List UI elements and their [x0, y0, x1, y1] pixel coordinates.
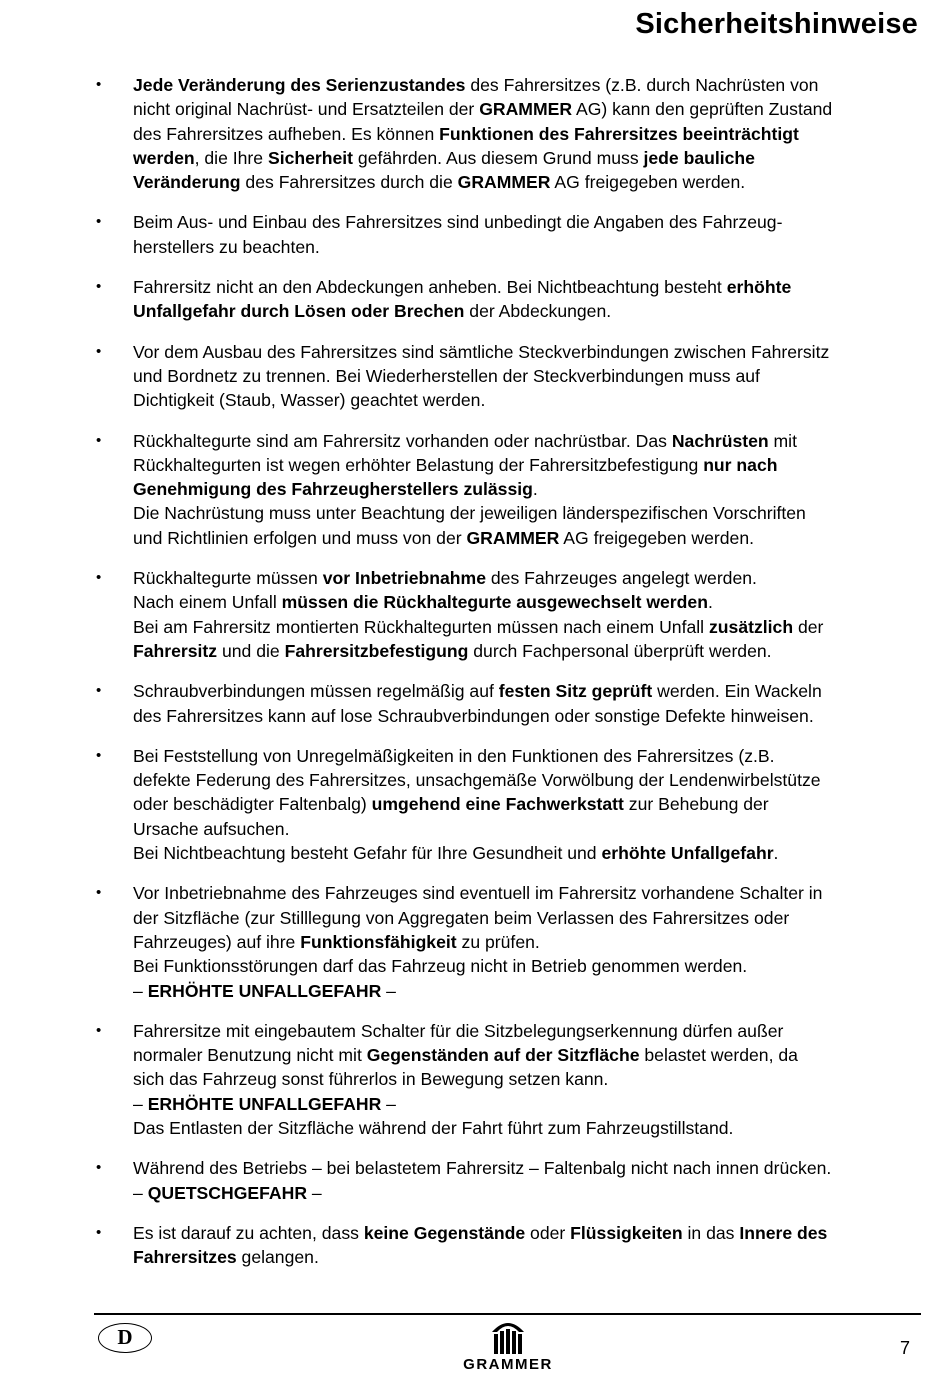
- text-segment: zur Behebung der: [623, 794, 769, 815]
- text-segment: –: [381, 980, 396, 1001]
- text-segment: zu prüfen.: [456, 931, 540, 952]
- list-item: [96, 210, 926, 259]
- text-segment: nicht original Nachrüst- und Ersatzteilen der: [133, 99, 480, 120]
- page-title: Sicherheitshinweise: [635, 8, 918, 40]
- text-line: [133, 235, 926, 259]
- text-line: [133, 299, 926, 323]
- bullet-icon: •: [96, 682, 102, 700]
- text-line: [133, 1245, 926, 1269]
- bullet-icon: •: [96, 1223, 102, 1241]
- text-segment: Rückhaltegurte sind am Fahrersitz vorhanden oder nachrüstbar. Das: [133, 430, 672, 451]
- list-item: [96, 429, 926, 550]
- text-segment: belastet werden, da: [639, 1045, 798, 1066]
- text-segment: .: [532, 479, 538, 500]
- emphasis-text: jede bauliche: [643, 147, 755, 168]
- emphasis-text: GRAMMER: [479, 99, 573, 120]
- emphasis-text: keine Gegenstände: [363, 1222, 526, 1243]
- bullet-icon: •: [96, 431, 102, 449]
- text-line: [133, 73, 926, 97]
- text-segment: der Sitzfläche (zur Stilllegung von Aggregaten beim Verlassen des Fahrersitzes oder: [133, 907, 790, 928]
- text-segment: AG freigegeben werden.: [550, 172, 746, 193]
- emphasis-text: Nachrüsten: [671, 430, 769, 451]
- emphasis-text: Fahrersitz: [133, 640, 218, 661]
- text-line: [133, 526, 926, 550]
- text-line: [133, 170, 926, 194]
- emphasis-text: ERHÖHTE UNFALLGEFAHR: [147, 1093, 382, 1114]
- text-segment: normaler Benutzung nicht mit: [133, 1045, 367, 1066]
- emphasis-text: Sicherheit: [267, 147, 354, 168]
- emphasis-text: ERHÖHTE UNFALLGEFAHR: [147, 980, 382, 1001]
- text-line: [133, 954, 926, 978]
- safety-instructions-list: [96, 73, 926, 1285]
- emphasis-text: Innere des: [739, 1222, 828, 1243]
- text-segment: oder: [525, 1222, 571, 1243]
- list-item: [96, 566, 926, 663]
- text-segment: des Fahrzeuges angelegt werden.: [486, 568, 757, 589]
- text-line: [133, 146, 926, 170]
- emphasis-text: Funktionen des Fahrersitzes beeinträchtigt: [439, 123, 799, 144]
- text-line: [133, 97, 926, 121]
- text-line: [133, 615, 926, 639]
- language-badge: D: [98, 1323, 152, 1353]
- list-item: [96, 73, 926, 194]
- text-segment: sich das Fahrzeug sonst führerlos in Bewegung setzen kann.: [133, 1069, 609, 1090]
- text-line: [133, 501, 926, 525]
- footer-divider: [94, 1313, 921, 1315]
- logo-text: GRAMMER: [463, 1356, 553, 1373]
- emphasis-text: vor Inbetriebnahme: [322, 568, 486, 589]
- text-segment: oder beschädigter Faltenbalg): [133, 794, 372, 815]
- text-line: [133, 930, 926, 954]
- text-segment: Bei am Fahrersitz montierten Rückhaltegurten müssen nach einem Unfall: [133, 616, 709, 637]
- emphasis-text: Fahrersitzes: [133, 1247, 237, 1268]
- emphasis-text: GRAMMER: [457, 172, 551, 193]
- emphasis-text: müssen die Rückhaltegurte ausgewechselt werden: [281, 592, 708, 613]
- text-segment: Bei Feststellung von Unregelmäßigkeiten in den Funktionen des Fahrersitzes (z.B.: [133, 745, 775, 766]
- text-line: [133, 841, 926, 865]
- text-segment: durch Fachpersonal überprüft werden.: [468, 640, 772, 661]
- text-segment: Rückhaltegurten ist wegen erhöhter Belastung der Fahrersitzbefestigung: [133, 454, 704, 475]
- text-segment: gefährden. Aus diesem Grund muss: [353, 147, 644, 168]
- emphasis-text: Veränderung: [133, 172, 241, 193]
- text-segment: Vor Inbetriebnahme des Fahrzeuges sind eventuell im Fahrersitz vorhandene Schalter in: [133, 883, 823, 904]
- text-segment: Beim Aus- und Einbau des Fahrersitzes sind unbedingt die Angaben des Fahrzeug-: [133, 212, 783, 233]
- text-segment: .: [707, 592, 713, 613]
- text-line: [133, 1181, 926, 1205]
- text-line: [133, 340, 926, 364]
- list-item: [96, 1221, 926, 1270]
- bullet-icon: •: [96, 213, 102, 231]
- list-item: [96, 1156, 926, 1205]
- bullet-icon: •: [96, 342, 102, 360]
- bullet-icon: •: [96, 1159, 102, 1177]
- bullet-icon: •: [96, 76, 102, 93]
- emphasis-text: Unfallgefahr durch Lösen oder Brechen: [133, 301, 465, 322]
- text-segment: werden. Ein Wackeln: [652, 681, 822, 702]
- text-line: [133, 979, 926, 1003]
- text-line: [133, 477, 926, 501]
- emphasis-text: zusätzlich: [708, 616, 794, 637]
- text-segment: des Fahrersitzes durch die: [240, 172, 458, 193]
- text-segment: Das Entlasten der Sitzfläche während der Fahrt führt zum Fahrzeugstillstand.: [133, 1117, 734, 1138]
- text-line: [133, 817, 926, 841]
- text-segment: und Bordnetz zu trennen. Bei Wiederherstellen der Steckverbindungen muss auf: [133, 365, 760, 386]
- text-segment: Fahrzeuges) auf ihre: [133, 931, 301, 952]
- text-line: [133, 906, 926, 930]
- text-line: [133, 210, 926, 234]
- text-line: [133, 768, 926, 792]
- text-segment: in das: [682, 1222, 740, 1243]
- emphasis-text: GRAMMER: [466, 527, 560, 548]
- text-segment: .: [773, 843, 779, 864]
- text-line: [133, 639, 926, 663]
- text-segment: Es ist darauf zu achten, dass: [133, 1222, 364, 1243]
- list-item: [96, 340, 926, 413]
- text-segment: –: [133, 1093, 148, 1114]
- text-segment: der Abdeckungen.: [464, 301, 612, 322]
- text-segment: des Fahrersitzes (z.B. durch Nachrüsten von: [465, 75, 819, 95]
- text-segment: –: [307, 1182, 322, 1203]
- text-segment: AG freigegeben werden.: [559, 527, 754, 548]
- text-segment: AG) kann den geprüften Zustand: [572, 99, 833, 120]
- emphasis-text: werden: [133, 147, 195, 168]
- emphasis-text: Jede Veränderung des Serienzustandes: [133, 75, 466, 95]
- list-item: [96, 275, 926, 324]
- text-line: [133, 453, 926, 477]
- grammer-logo: [452, 1318, 564, 1374]
- emphasis-text: nur nach: [703, 454, 778, 475]
- text-line: [133, 1043, 926, 1067]
- bullet-icon: •: [96, 278, 102, 296]
- emphasis-text: umgehend eine Fachwerkstatt: [371, 794, 624, 815]
- emphasis-text: Flüssigkeiten: [570, 1222, 683, 1243]
- emphasis-text: Fahrersitzbefestigung: [284, 640, 469, 661]
- text-line: [133, 1116, 926, 1140]
- text-segment: Fahrersitze mit eingebautem Schalter für die Sitzbelegungserkennung dürfen außer: [133, 1020, 784, 1041]
- text-line: [133, 1019, 926, 1043]
- text-segment: gelangen.: [236, 1247, 319, 1268]
- grammer-logo-icon: [488, 1318, 528, 1356]
- text-segment: Rückhaltegurte müssen: [133, 568, 323, 589]
- text-segment: Bei Funktionsstörungen darf das Fahrzeug nicht in Betrieb genommen werden.: [133, 956, 748, 977]
- text-segment: mit: [768, 430, 797, 451]
- emphasis-text: Funktionsfähigkeit: [300, 931, 457, 952]
- emphasis-text: Genehmigung des Fahrzeugherstellers zulässig: [133, 479, 533, 500]
- text-segment: und Richtlinien erfolgen und muss von der: [133, 527, 467, 548]
- text-segment: Ursache aufsuchen.: [133, 818, 290, 839]
- bullet-icon: •: [96, 1021, 102, 1039]
- list-item: [96, 744, 926, 865]
- emphasis-text: Gegenständen auf der Sitzfläche: [366, 1045, 640, 1066]
- text-segment: des Fahrersitzes kann auf lose Schraubverbindungen oder sonstige Defekte hinweisen.: [133, 705, 814, 726]
- text-line: [133, 388, 926, 412]
- bullet-icon: •: [96, 569, 102, 587]
- text-line: [133, 679, 926, 703]
- text-line: [133, 792, 926, 816]
- text-line: [133, 122, 926, 146]
- text-segment: Fahrersitz nicht an den Abdeckungen anheben. Bei Nichtbeachtung besteht: [133, 277, 727, 298]
- text-line: [133, 275, 926, 299]
- emphasis-text: festen Sitz geprüft: [498, 681, 653, 702]
- text-line: [133, 1156, 926, 1180]
- text-line: [133, 1067, 926, 1091]
- bullet-icon: •: [96, 884, 102, 902]
- list-item: [96, 679, 926, 728]
- text-segment: Nach einem Unfall: [133, 592, 282, 613]
- text-segment: –: [381, 1093, 396, 1114]
- text-line: [133, 1221, 926, 1245]
- emphasis-text: erhöhte: [726, 277, 792, 298]
- text-segment: der: [793, 616, 824, 637]
- text-line: [133, 881, 926, 905]
- emphasis-text: erhöhte Unfallgefahr: [601, 843, 774, 864]
- text-segment: Bei Nichtbeachtung besteht Gefahr für Ihre Gesundheit und: [133, 843, 602, 864]
- text-segment: Schraubverbindungen müssen regelmäßig auf: [133, 681, 499, 702]
- bullet-icon: •: [96, 746, 102, 764]
- text-segment: des Fahrersitzes aufheben. Es können: [133, 123, 440, 144]
- text-segment: –: [133, 980, 148, 1001]
- text-segment: defekte Federung des Fahrersitzes, unsachgemäße Vorwölbung der Lendenwirbelstütze: [133, 770, 821, 791]
- text-line: [133, 364, 926, 388]
- emphasis-text: QUETSCHGEFAHR: [147, 1182, 308, 1203]
- page-number: 7: [900, 1338, 911, 1358]
- text-segment: herstellers zu beachten.: [133, 236, 320, 257]
- list-item: [96, 881, 926, 1002]
- text-segment: Vor dem Ausbau des Fahrersitzes sind sämtliche Steckverbindungen zwischen Fahrersitz: [133, 341, 830, 362]
- text-line: [133, 590, 926, 614]
- text-line: [133, 566, 926, 590]
- text-line: [133, 744, 926, 768]
- text-segment: Dichtigkeit (Staub, Wasser) geachtet werden.: [133, 390, 486, 411]
- text-segment: und die: [217, 640, 285, 661]
- text-segment: –: [133, 1182, 148, 1203]
- text-segment: Die Nachrüstung muss unter Beachtung der jeweiligen länderspezifischen Vorschriften: [133, 503, 806, 524]
- list-item: [96, 1019, 926, 1140]
- text-segment: , die Ihre: [194, 147, 268, 168]
- text-line: [133, 1092, 926, 1116]
- text-segment: Während des Betriebs – bei belastetem Fahrersitz – Faltenbalg nicht nach innen drücken.: [133, 1158, 832, 1179]
- text-line: [133, 704, 926, 728]
- text-line: [133, 429, 926, 453]
